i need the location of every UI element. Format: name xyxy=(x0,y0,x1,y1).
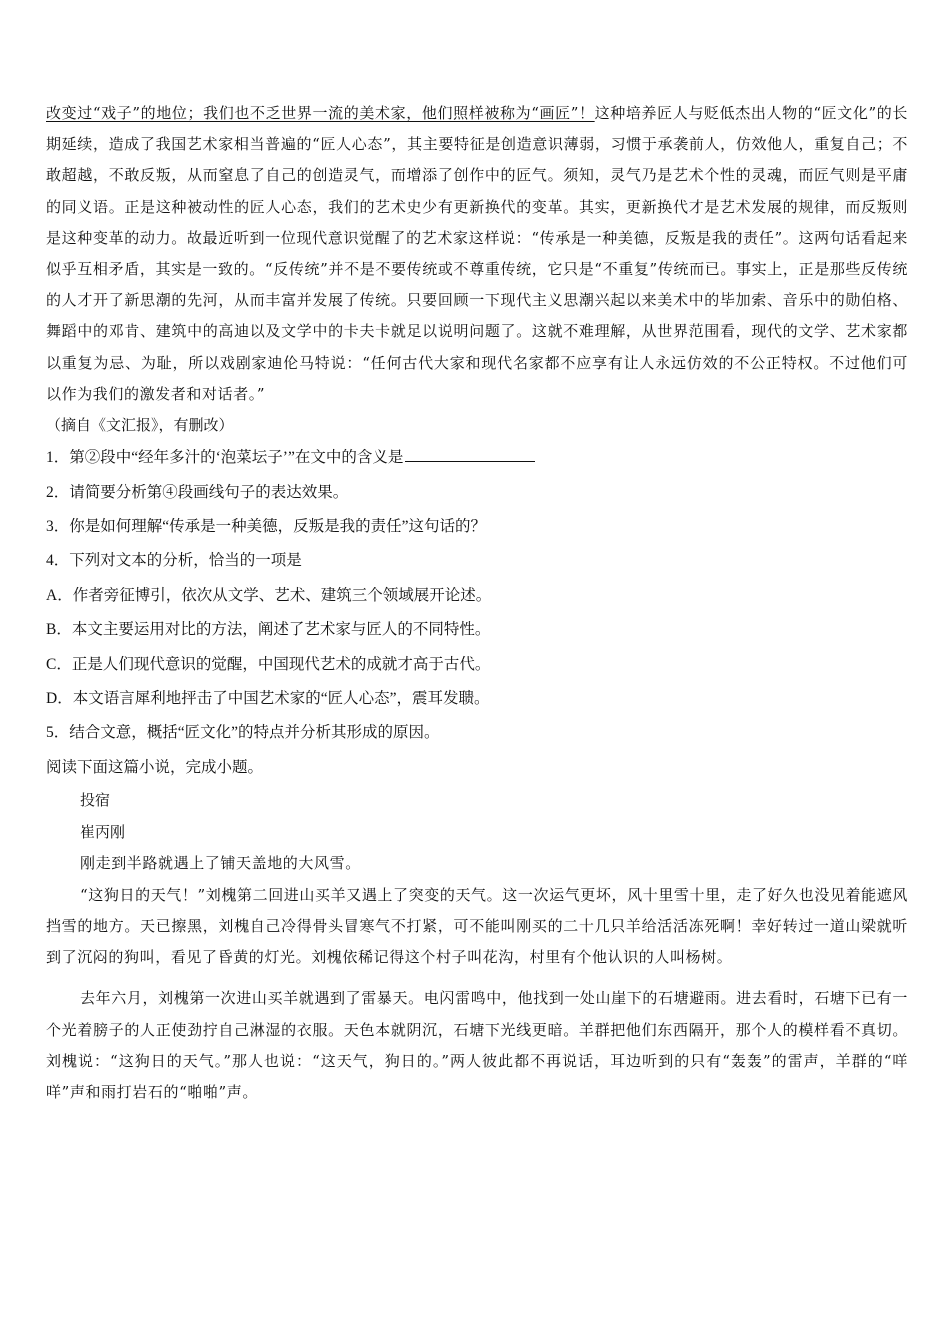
story-title: 投宿 xyxy=(80,791,111,810)
story-paragraph: “这狗日的天气！”刘槐第二回进山买羊又遇上了突变的天气。这一次运气更坏，风十里雪十里，走了好久也没见着能遮风挡雪的地方。天已擦黑，刘槐自己冷得骨头冒寒气不打紧，可不能叫刚买的二十几只羊给活活冻死啊！幸好转过一道山梁就听到了沉闷的狗叫，看见了昏黄的灯光。刘槐依稀记得这个村子叫花沟，村里有个他认识的人叫杨树。 xyxy=(46,885,908,967)
essay-paragraph-text: 这种培养匠人与贬低杰出人物的“匠文化”的长期延续，造成了我国艺术家相当普遍的“匠人心态”，其主要特征是创造意识薄弱，习惯于承袭前人，仿效他人，重复自己；不敢超越，不敢反叛，从而窒息了自己的创造灵气，而增添了创作中的匠气。须知，灵气乃是艺术个性的灵魂，而匠气则是平庸的同义语。正是这种被动性的匠人心态，我们的艺术史少有更新换代的变革。其实，更新换代才是艺术发展的规律，而反叛则是这种变革的动力。故最近听到一位现代意识觉醒了的艺术家这样说：“传承是一种美德，反叛是我的责任”。这两句话看起来似乎互相矛盾，其实是一致的。“反传统”并不是不要传统或不尊重传统，它只是“不重复”传统而已。事实上，正是那些反传统的人才开了新思潮的先河，从而丰富并发展了传统。只要回顾一下现代主义思潮兴起以来美术中的毕加索、音乐中的勋伯格、舞蹈中的邓肯、建筑中的高迪以及文学中的卡夫卡就足以说明问题了。这就不难理解，从世界范围看，现代的文学、艺术家都以重复为忌、为耻，所以戏剧家迪伦马特说：“任何古代大家和现代名家都不应享有让人永远仿效的不公正特权。不过他们可以作为我们的激发者和对话者。” xyxy=(46,104,908,403)
question-3: 3．你是如何理解“传承是一种美德，反叛是我的责任”这句话的？ xyxy=(46,518,487,536)
question-5: 5．结合文意，概括“匠文化”的特点并分析其形成的原因。 xyxy=(46,724,440,742)
story-author: 崔丙刚 xyxy=(80,822,126,841)
answer-blank[interactable] xyxy=(405,447,535,462)
underlined-sentence: 改变过“戏子”的地位；我们也不乏世界一流的美术家，他们照样被称为“画匠”！ xyxy=(46,104,595,122)
essay-paragraph xyxy=(46,98,908,410)
option-a: A．作者旁征博引，依次从文学、艺术、建筑三个领域展开论述。 xyxy=(46,586,492,604)
story-paragraph: 刚走到半路就遇上了铺天盖地的大风雪。 xyxy=(80,854,361,873)
document-page xyxy=(46,98,908,1108)
question-2: 2．请简要分析第④段画线句子的表达效果。 xyxy=(46,483,349,501)
option-d: D．本文语言犀利地抨击了中国艺术家的“匠人心态”，震耳发聩。 xyxy=(46,690,490,708)
question-list xyxy=(46,441,908,751)
question-4: 4．下列对文本的分析，恰当的一项是 xyxy=(46,552,302,570)
story-paragraph: 去年六月，刘槐第一次进山买羊就遇到了雷暴天。电闪雷鸣中，他找到一处山崖下的石塘避雨。进去看时，石塘下已有一个光着膀子的人正使劲拧自己淋湿的衣服。天色本就阴沉，石塘下光线更暗。羊群把他们东西隔开，那个人的模样看不真切。刘槐说：“这狗日的天气。”那人也说：“这天气，狗日的。”两人彼此都不再说话，耳边听到的只有“轰轰”的雷声，羊群的“咩咩”声和雨打岩石的“啪啪”声。 xyxy=(46,989,908,1101)
question-1: 1．第②段中“经年多汁的‘泡菜坛子’”在文中的含义是 xyxy=(46,441,908,475)
story xyxy=(46,785,908,1108)
reading-intro: 阅读下面这篇小说，完成小题。 xyxy=(46,758,264,776)
option-b: B．本文主要运用对比的方法，阐述了艺术家与匠人的不同特性。 xyxy=(46,621,491,639)
option-c: C．正是人们现代意识的觉醒，中国现代艺术的成就才高于古代。 xyxy=(46,655,491,673)
source-note: （摘自《文汇报》，有删改） xyxy=(46,416,234,435)
